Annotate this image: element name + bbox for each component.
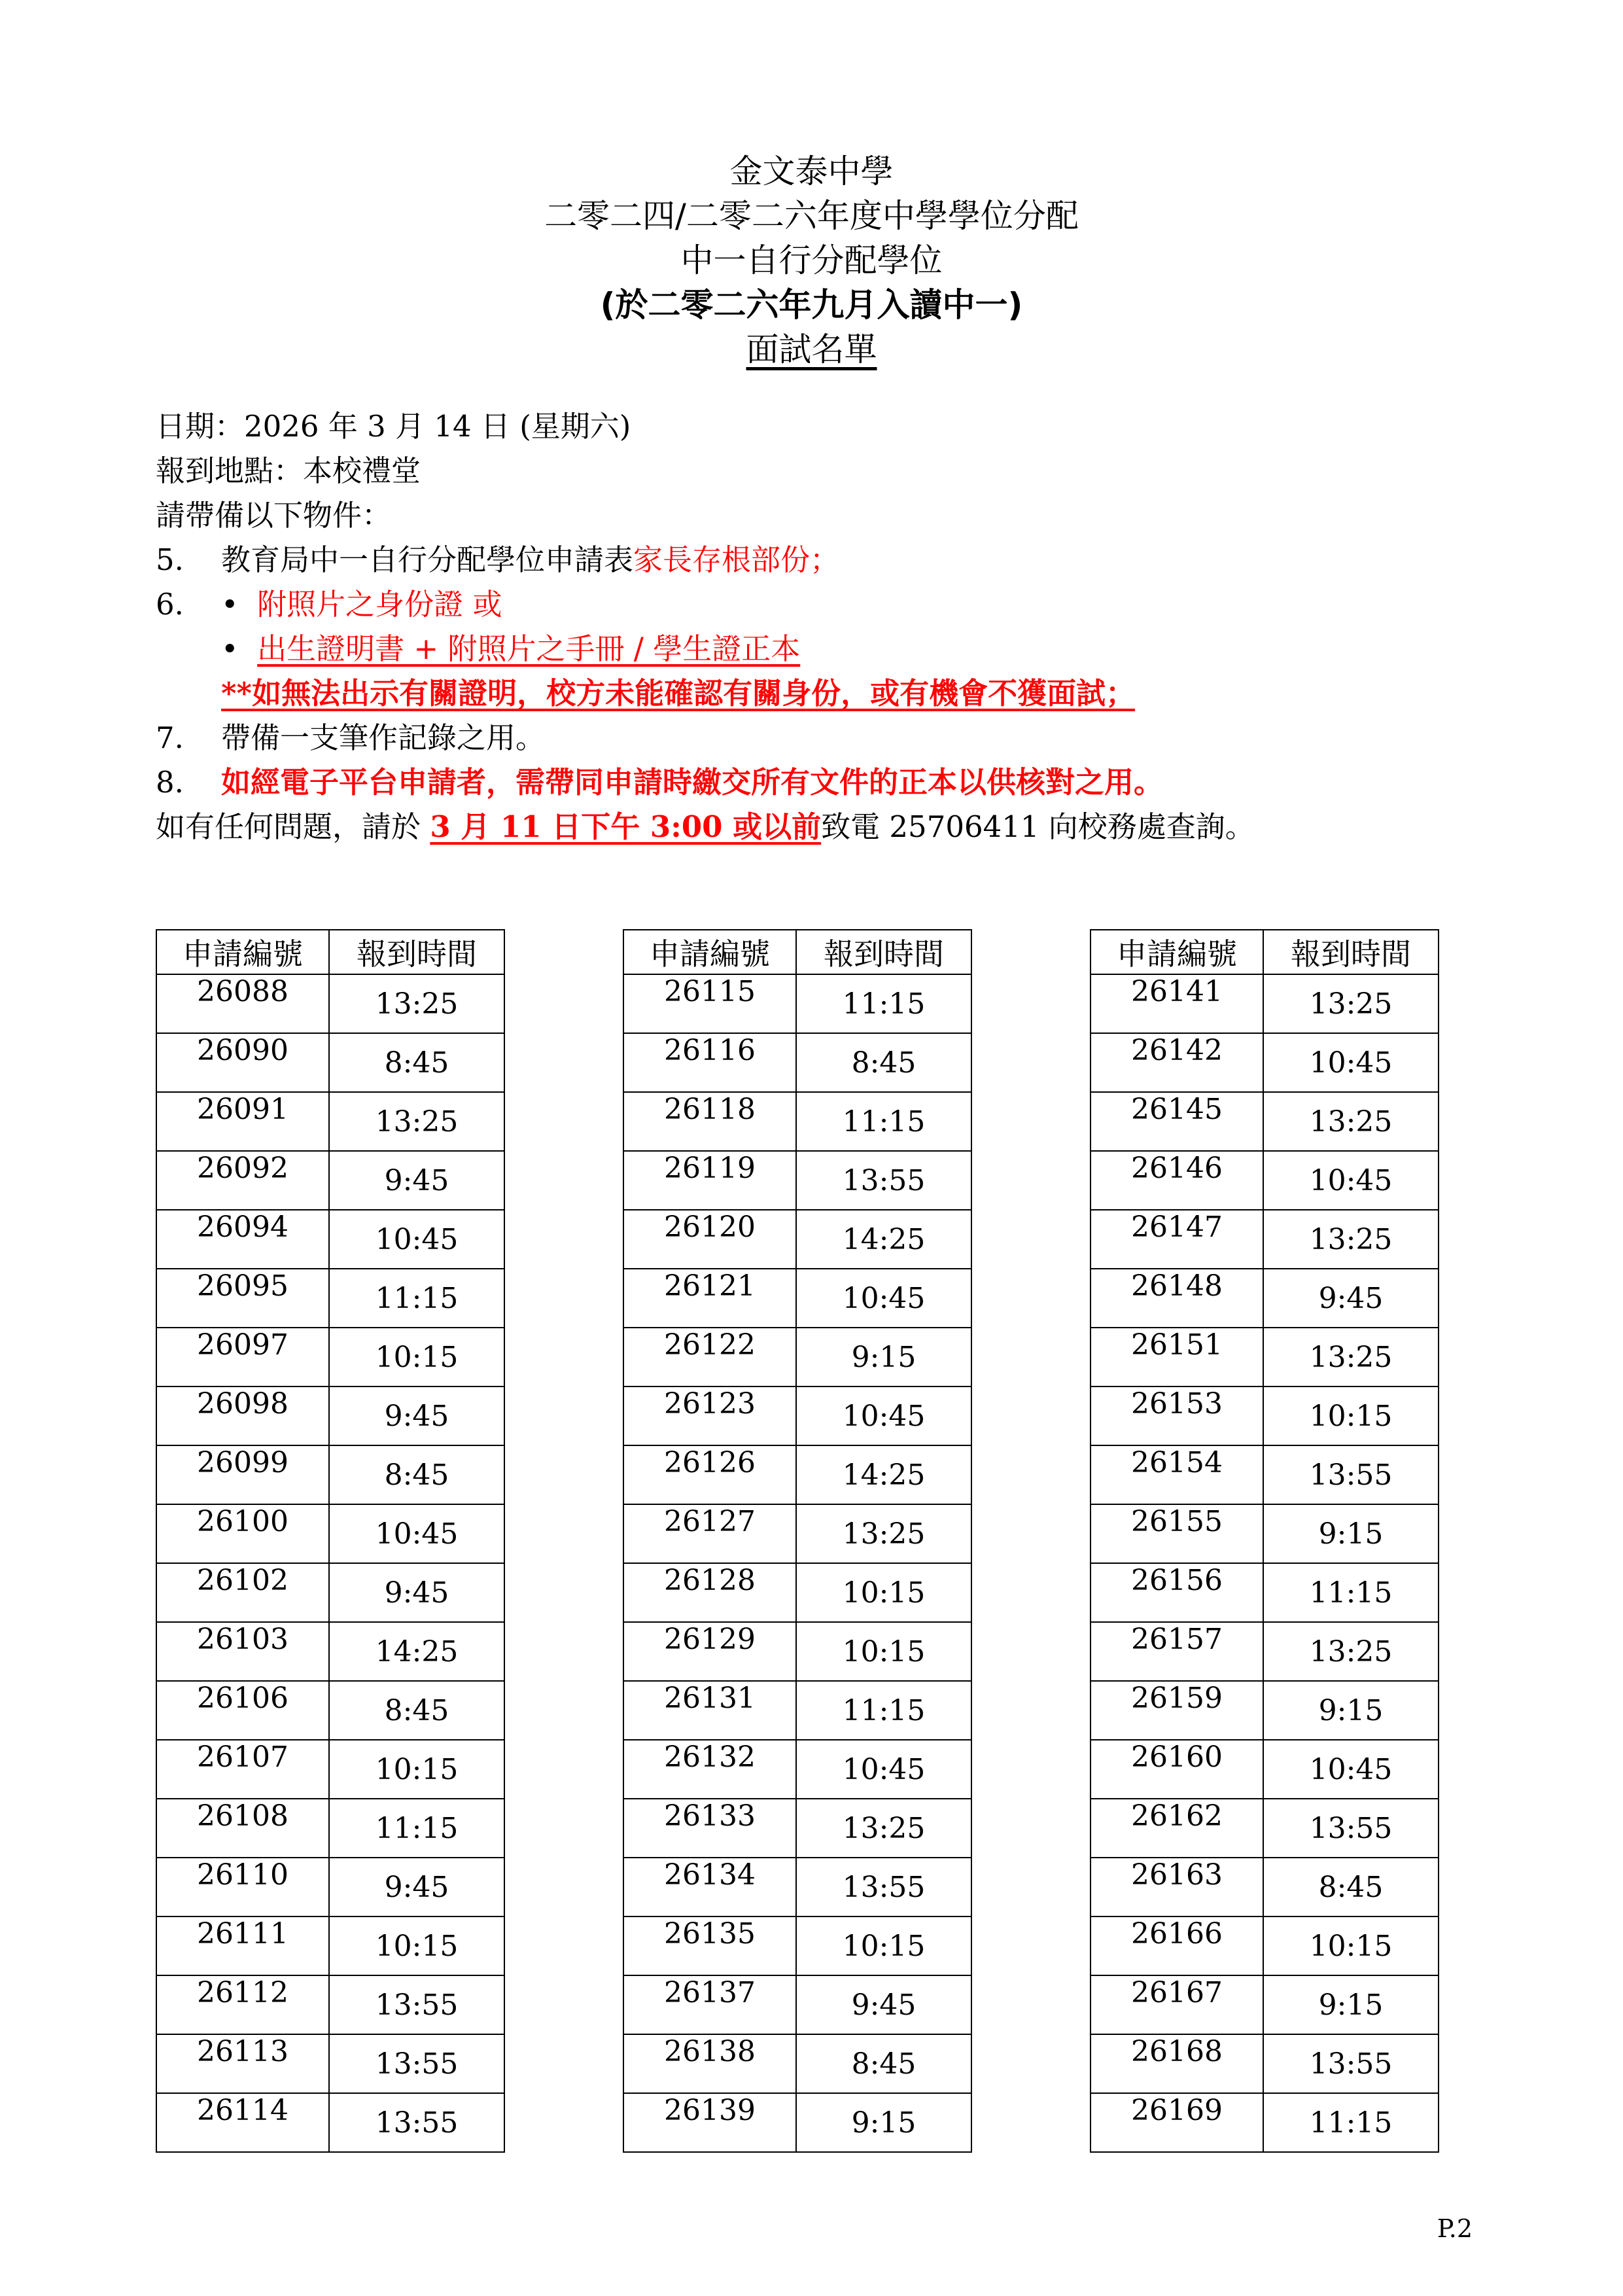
report-time: 14:25 bbox=[329, 1622, 504, 1681]
table-row bbox=[1091, 2093, 1439, 2152]
table-row bbox=[156, 1799, 504, 1858]
report-time: 9:15 bbox=[1263, 1975, 1439, 2034]
report-time: 13:55 bbox=[329, 2093, 504, 2152]
table-row bbox=[623, 1681, 971, 1740]
instructions bbox=[156, 404, 1497, 849]
table-row bbox=[1091, 1681, 1439, 1740]
table-row bbox=[623, 1151, 971, 1210]
item-7-text: 帶備一支筆作記錄之用。 bbox=[221, 720, 546, 755]
table-row bbox=[156, 1504, 504, 1563]
report-time: 13:55 bbox=[1263, 1445, 1439, 1504]
report-time: 13:25 bbox=[1263, 1328, 1439, 1386]
table-row bbox=[623, 974, 971, 1033]
table-row bbox=[156, 1210, 504, 1269]
item-8-number: 8. bbox=[156, 765, 184, 800]
report-time: 10:15 bbox=[1263, 1916, 1439, 1975]
report-time: 9:15 bbox=[796, 1328, 971, 1386]
report-time: 14:25 bbox=[796, 1445, 971, 1504]
report-time: 13:55 bbox=[796, 1858, 971, 1916]
table-row bbox=[1091, 1916, 1439, 1975]
report-time: 8:45 bbox=[329, 1033, 504, 1092]
report-time: 13:25 bbox=[1263, 1092, 1439, 1151]
application-number: 26127 bbox=[623, 1504, 796, 1563]
application-number: 26120 bbox=[623, 1210, 796, 1269]
application-number: 26108 bbox=[156, 1799, 329, 1858]
table-header-row bbox=[623, 930, 971, 974]
application-number: 26098 bbox=[156, 1386, 329, 1445]
report-time: 14:25 bbox=[796, 1210, 971, 1269]
table-row bbox=[1091, 1622, 1439, 1681]
table-row bbox=[623, 1092, 971, 1151]
table-row bbox=[1091, 1386, 1439, 1445]
report-time: 10:15 bbox=[1263, 1386, 1439, 1445]
bullet-icon: • bbox=[221, 631, 239, 666]
header-application-no: 申請編號 bbox=[156, 930, 329, 974]
application-number: 26160 bbox=[1091, 1740, 1263, 1799]
report-time: 9:45 bbox=[329, 1563, 504, 1622]
application-number: 26162 bbox=[1091, 1799, 1263, 1858]
report-time: 10:15 bbox=[796, 1563, 971, 1622]
table-row bbox=[623, 1445, 971, 1504]
report-time: 13:25 bbox=[1263, 974, 1439, 1033]
allocation-type: 中一自行分配學位 bbox=[680, 241, 943, 279]
item-5-highlight: 家長存根部份； bbox=[633, 542, 840, 577]
report-time: 10:45 bbox=[796, 1740, 971, 1799]
application-number: 26119 bbox=[623, 1151, 796, 1210]
report-time: 11:15 bbox=[1263, 2093, 1439, 2152]
application-number: 26166 bbox=[1091, 1916, 1263, 1975]
application-number: 26153 bbox=[1091, 1386, 1263, 1445]
contact-prefix: 如有任何問題，請於 bbox=[156, 809, 430, 844]
application-number: 26142 bbox=[1091, 1033, 1263, 1092]
report-time: 8:45 bbox=[796, 1033, 971, 1092]
application-number: 26126 bbox=[623, 1445, 796, 1504]
report-time: 13:25 bbox=[796, 1504, 971, 1563]
table-row bbox=[156, 2093, 504, 2152]
application-number: 26157 bbox=[1091, 1622, 1263, 1681]
application-number: 26115 bbox=[623, 974, 796, 1033]
application-number: 26168 bbox=[1091, 2034, 1263, 2093]
document-header bbox=[0, 149, 1623, 372]
table-row bbox=[623, 1386, 971, 1445]
table-row bbox=[1091, 1504, 1439, 1563]
table-row bbox=[1091, 2034, 1439, 2093]
table-row bbox=[156, 974, 504, 1033]
application-number: 26097 bbox=[156, 1328, 329, 1386]
application-number: 26148 bbox=[1091, 1269, 1263, 1328]
table-row bbox=[156, 1975, 504, 2034]
interview-table-1 bbox=[156, 929, 505, 2153]
report-time: 10:15 bbox=[329, 1740, 504, 1799]
table-row bbox=[1091, 1445, 1439, 1504]
application-number: 26114 bbox=[156, 2093, 329, 2152]
application-number: 26113 bbox=[156, 2034, 329, 2093]
application-number: 26155 bbox=[1091, 1504, 1263, 1563]
application-number: 26106 bbox=[156, 1681, 329, 1740]
report-time: 10:45 bbox=[329, 1504, 504, 1563]
report-time: 9:15 bbox=[1263, 1504, 1439, 1563]
report-time: 10:15 bbox=[329, 1916, 504, 1975]
table-row bbox=[623, 1563, 971, 1622]
application-number: 26147 bbox=[1091, 1210, 1263, 1269]
table-row bbox=[1091, 1740, 1439, 1799]
report-time: 10:45 bbox=[329, 1210, 504, 1269]
table-row bbox=[156, 1740, 504, 1799]
application-number: 26112 bbox=[156, 1975, 329, 2034]
application-number: 26092 bbox=[156, 1151, 329, 1210]
report-time: 9:45 bbox=[1263, 1269, 1439, 1328]
report-time: 13:25 bbox=[1263, 1210, 1439, 1269]
table-row bbox=[1091, 1210, 1439, 1269]
report-time: 10:15 bbox=[796, 1622, 971, 1681]
table-row bbox=[1091, 1799, 1439, 1858]
report-time: 8:45 bbox=[796, 2034, 971, 2093]
application-number: 26138 bbox=[623, 2034, 796, 2093]
report-time: 11:15 bbox=[796, 1092, 971, 1151]
report-time: 10:45 bbox=[1263, 1740, 1439, 1799]
table-row bbox=[156, 1681, 504, 1740]
report-time: 11:15 bbox=[796, 1681, 971, 1740]
table-row bbox=[156, 1858, 504, 1916]
table-row bbox=[1091, 1033, 1439, 1092]
item-8 bbox=[156, 760, 1497, 805]
header-report-time: 報到時間 bbox=[796, 930, 971, 974]
report-time: 13:25 bbox=[796, 1799, 971, 1858]
report-time: 9:45 bbox=[329, 1858, 504, 1916]
table-row bbox=[156, 1563, 504, 1622]
application-number: 26167 bbox=[1091, 1975, 1263, 2034]
table-row bbox=[156, 1269, 504, 1328]
table-row bbox=[623, 1858, 971, 1916]
application-number: 26122 bbox=[623, 1328, 796, 1386]
report-time: 10:45 bbox=[1263, 1151, 1439, 1210]
bullet-icon: • bbox=[221, 587, 239, 622]
report-time: 10:45 bbox=[796, 1269, 971, 1328]
application-number: 26100 bbox=[156, 1504, 329, 1563]
application-number: 26133 bbox=[623, 1799, 796, 1858]
report-time: 13:55 bbox=[329, 1975, 504, 2034]
report-time: 13:25 bbox=[329, 1092, 504, 1151]
item-5-number: 5. bbox=[156, 542, 184, 577]
table-row bbox=[623, 1975, 971, 2034]
document-title: 面試名單 bbox=[746, 330, 877, 368]
school-name: 金文泰中學 bbox=[729, 152, 894, 190]
item-6b bbox=[156, 627, 1497, 671]
report-time: 8:45 bbox=[329, 1445, 504, 1504]
table-row bbox=[623, 2034, 971, 2093]
item-6-option-b: 出生證明書 + 附照片之手冊 / 學生證正本 bbox=[257, 631, 801, 666]
application-number: 26137 bbox=[623, 1975, 796, 2034]
table-row bbox=[623, 1740, 971, 1799]
item-5 bbox=[156, 538, 1497, 582]
table-row bbox=[1091, 1975, 1439, 2034]
report-time: 13:55 bbox=[1263, 1799, 1439, 1858]
application-number: 26103 bbox=[156, 1622, 329, 1681]
report-time: 10:15 bbox=[329, 1328, 504, 1386]
item-6-note-row bbox=[156, 671, 1497, 716]
table-row bbox=[1091, 1328, 1439, 1386]
bring-line: 請帶備以下物件： bbox=[156, 498, 392, 533]
report-time: 9:45 bbox=[796, 1975, 971, 2034]
application-number: 26169 bbox=[1091, 2093, 1263, 2152]
application-number: 26107 bbox=[156, 1740, 329, 1799]
contact-suffix: 致電 25706411 向校務處查詢。 bbox=[821, 809, 1255, 844]
item-8-text: 如經電子平台申請者，需帶同申請時繳交所有文件的正本以供核對之用。 bbox=[221, 765, 1164, 800]
application-number: 26131 bbox=[623, 1681, 796, 1740]
application-number: 26090 bbox=[156, 1033, 329, 1092]
page-number: P.2 bbox=[1437, 2214, 1473, 2243]
application-number: 26129 bbox=[623, 1622, 796, 1681]
table-row bbox=[156, 1328, 504, 1386]
table-row bbox=[623, 1033, 971, 1092]
report-time: 9:45 bbox=[329, 1386, 504, 1445]
table-row bbox=[1091, 1563, 1439, 1622]
application-number: 26135 bbox=[623, 1916, 796, 1975]
report-time: 10:45 bbox=[796, 1386, 971, 1445]
item-6 bbox=[156, 582, 1497, 627]
application-number: 26102 bbox=[156, 1563, 329, 1622]
report-time: 10:15 bbox=[796, 1916, 971, 1975]
application-number: 26159 bbox=[1091, 1681, 1263, 1740]
interview-table-2 bbox=[623, 929, 972, 2153]
application-number: 26132 bbox=[623, 1740, 796, 1799]
table-row bbox=[623, 1916, 971, 1975]
application-number: 26121 bbox=[623, 1269, 796, 1328]
header-report-time: 報到時間 bbox=[1263, 930, 1439, 974]
header-application-no: 申請編號 bbox=[1091, 930, 1263, 974]
application-number: 26141 bbox=[1091, 974, 1263, 1033]
report-time: 8:45 bbox=[1263, 1858, 1439, 1916]
table-header-row bbox=[1091, 930, 1439, 974]
table-row bbox=[623, 1622, 971, 1681]
table-row bbox=[156, 1033, 504, 1092]
application-number: 26118 bbox=[623, 1092, 796, 1151]
table-row bbox=[1091, 974, 1439, 1033]
application-number: 26095 bbox=[156, 1269, 329, 1328]
table-row bbox=[623, 1328, 971, 1386]
item-5-text: 教育局中一自行分配學位申請表 bbox=[221, 542, 634, 577]
table-row bbox=[156, 2034, 504, 2093]
report-time: 13:25 bbox=[1263, 1622, 1439, 1681]
application-number: 26128 bbox=[623, 1563, 796, 1622]
application-number: 26110 bbox=[156, 1858, 329, 1916]
table-row bbox=[156, 1916, 504, 1975]
report-time: 9:45 bbox=[329, 1151, 504, 1210]
application-number: 26134 bbox=[623, 1858, 796, 1916]
contact-line bbox=[156, 805, 1497, 849]
venue-line: 報到地點：本校禮堂 bbox=[156, 453, 421, 488]
table-row bbox=[623, 1269, 971, 1328]
table-row bbox=[1091, 1858, 1439, 1916]
application-number: 26145 bbox=[1091, 1092, 1263, 1151]
application-number: 26088 bbox=[156, 974, 329, 1033]
report-time: 9:15 bbox=[796, 2093, 971, 2152]
report-time: 11:15 bbox=[796, 974, 971, 1033]
table-row bbox=[156, 1622, 504, 1681]
application-number: 26163 bbox=[1091, 1858, 1263, 1916]
application-number: 26139 bbox=[623, 2093, 796, 2152]
item-7-number: 7. bbox=[156, 720, 184, 755]
application-number: 26094 bbox=[156, 1210, 329, 1269]
table-row bbox=[156, 1151, 504, 1210]
item-6-option-a: 附照片之身份證 或 bbox=[257, 587, 502, 622]
report-time: 13:55 bbox=[796, 1151, 971, 1210]
intake-note: (於二零二六年九月入讀中一) bbox=[600, 286, 1023, 324]
interview-table-3 bbox=[1090, 929, 1439, 2153]
date-line: 日期：2026 年 3 月 14 日 (星期六) bbox=[156, 409, 631, 444]
application-number: 26156 bbox=[1091, 1563, 1263, 1622]
table-row bbox=[623, 1210, 971, 1269]
report-time: 13:55 bbox=[1263, 2034, 1439, 2093]
application-number: 26154 bbox=[1091, 1445, 1263, 1504]
report-time: 11:15 bbox=[329, 1269, 504, 1328]
report-time: 11:15 bbox=[329, 1799, 504, 1858]
report-time: 13:55 bbox=[329, 2034, 504, 2093]
table-row bbox=[156, 1445, 504, 1504]
table-row bbox=[623, 1504, 971, 1563]
table-row bbox=[1091, 1092, 1439, 1151]
contact-deadline: 3 月 11 日下午 3:00 或以前 bbox=[430, 809, 822, 844]
application-number: 26091 bbox=[156, 1092, 329, 1151]
report-time: 8:45 bbox=[329, 1681, 504, 1740]
table-row bbox=[156, 1092, 504, 1151]
table-row bbox=[1091, 1269, 1439, 1328]
report-time: 9:15 bbox=[1263, 1681, 1439, 1740]
table-row bbox=[623, 1799, 971, 1858]
application-number: 26123 bbox=[623, 1386, 796, 1445]
application-number: 26111 bbox=[156, 1916, 329, 1975]
application-number: 26151 bbox=[1091, 1328, 1263, 1386]
application-number: 26146 bbox=[1091, 1151, 1263, 1210]
item-6-note: **如無法出示有關證明，校方未能確認有關身份，或有機會不獲面試； bbox=[221, 676, 1136, 711]
report-time: 13:25 bbox=[329, 974, 504, 1033]
table-row bbox=[623, 2093, 971, 2152]
header-report-time: 報到時間 bbox=[329, 930, 504, 974]
application-number: 26116 bbox=[623, 1033, 796, 1092]
table-row bbox=[156, 1386, 504, 1445]
report-time: 10:45 bbox=[1263, 1033, 1439, 1092]
item-6-number: 6. bbox=[156, 587, 184, 622]
item-7 bbox=[156, 716, 1497, 760]
table-row bbox=[1091, 1151, 1439, 1210]
report-time: 11:15 bbox=[1263, 1563, 1439, 1622]
allocation-year: 二零二四/二零二六年度中學學位分配 bbox=[544, 197, 1079, 235]
table-header-row bbox=[156, 930, 504, 974]
header-application-no: 申請編號 bbox=[623, 930, 796, 974]
application-number: 26099 bbox=[156, 1445, 329, 1504]
